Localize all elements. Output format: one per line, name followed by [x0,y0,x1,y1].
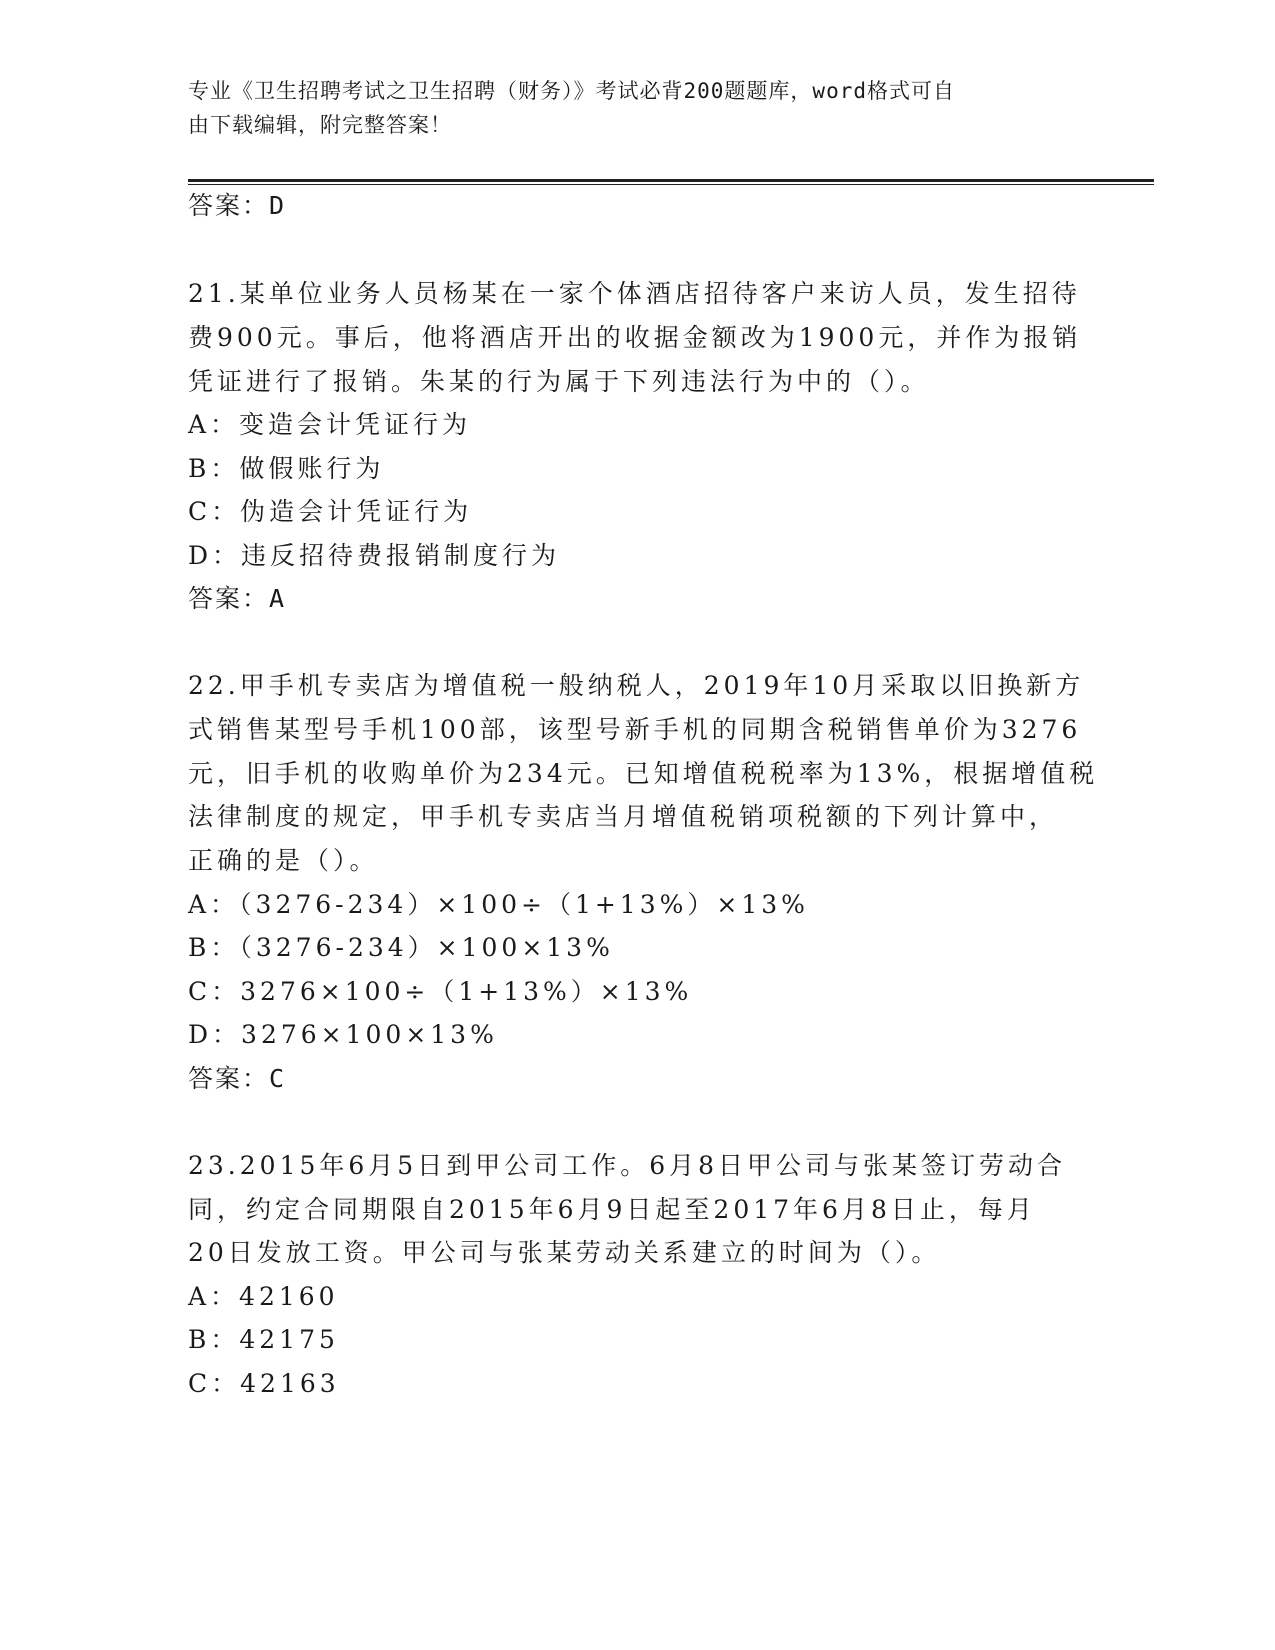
question-21-answer: 答案：A [188,584,287,613]
question-22-option-c: C：3276×100÷（1+13%）×13% [188,977,693,1006]
question-22-line-3: 元，旧手机的收购单价为234元。已知增值税税率为13%，根据增值税 [188,759,1099,788]
question-23-line-3: 20日发放工资。甲公司与张某劳动关系建立的时间为（）。 [188,1238,941,1267]
question-21-line-2: 费900元。事后，他将酒店开出的收据金额改为1900元，并作为报销 [188,323,1082,352]
header-line-1: 专业《卫生招聘考试之卫生招聘（财务）》考试必背200题题库，word格式可自 [188,79,955,103]
question-21-option-b: B：做假账行为 [188,454,385,483]
question-23-line-2: 同，约定合同期限自2015年6月9日起至2017年6月8日止，每月 [188,1195,1036,1224]
question-21-line-1: 21.某单位业务人员杨某在一家个体酒店招待客户来访人员，发生招待 [188,279,1081,308]
header-line-2: 由下载编辑，附完整答案！ [188,113,452,137]
previous-answer: 答案：D [188,191,287,220]
question-22-line-5: 正确的是（）。 [188,846,379,875]
header-rule-thin [188,184,1154,185]
question-22-option-a: A：（3276-234）×100÷（1+13%）×13% [188,890,809,919]
question-22-answer: 答案：C [188,1064,287,1093]
question-23-line-1: 23.2015年6月5日到甲公司工作。6月8日甲公司与张某签订劳动合 [188,1151,1067,1180]
question-22-option-d: D：3276×100×13% [188,1020,498,1049]
question-21-option-c: C：伪造会计凭证行为 [188,497,473,526]
question-22-line-1: 22.甲手机专卖店为增值税一般纳税人，2019年10月采取以旧换新方 [188,671,1085,700]
question-21-line-3: 凭证进行了报销。朱某的行为属于下列违法行为中的（）。 [188,367,930,396]
question-23-option-b: B：42175 [188,1325,339,1354]
document-header [188,74,1068,142]
question-22-option-b: B：（3276-234）×100×13% [188,933,614,962]
question-23-option-a: A：42160 [188,1282,339,1311]
question-22-line-4: 法律制度的规定，甲手机专卖店当月增值税销项税额的下列计算中， [188,802,1059,831]
header-rule-thick [188,179,1154,182]
question-22-line-2: 式销售某型号手机100部，该型号新手机的同期含税销售单价为3276 [188,715,1082,744]
question-21-option-a: A：变造会计凭证行为 [188,410,472,439]
question-21-option-d: D：违反招待费报销制度行为 [188,541,561,570]
question-23-option-c: C：42163 [188,1369,340,1398]
